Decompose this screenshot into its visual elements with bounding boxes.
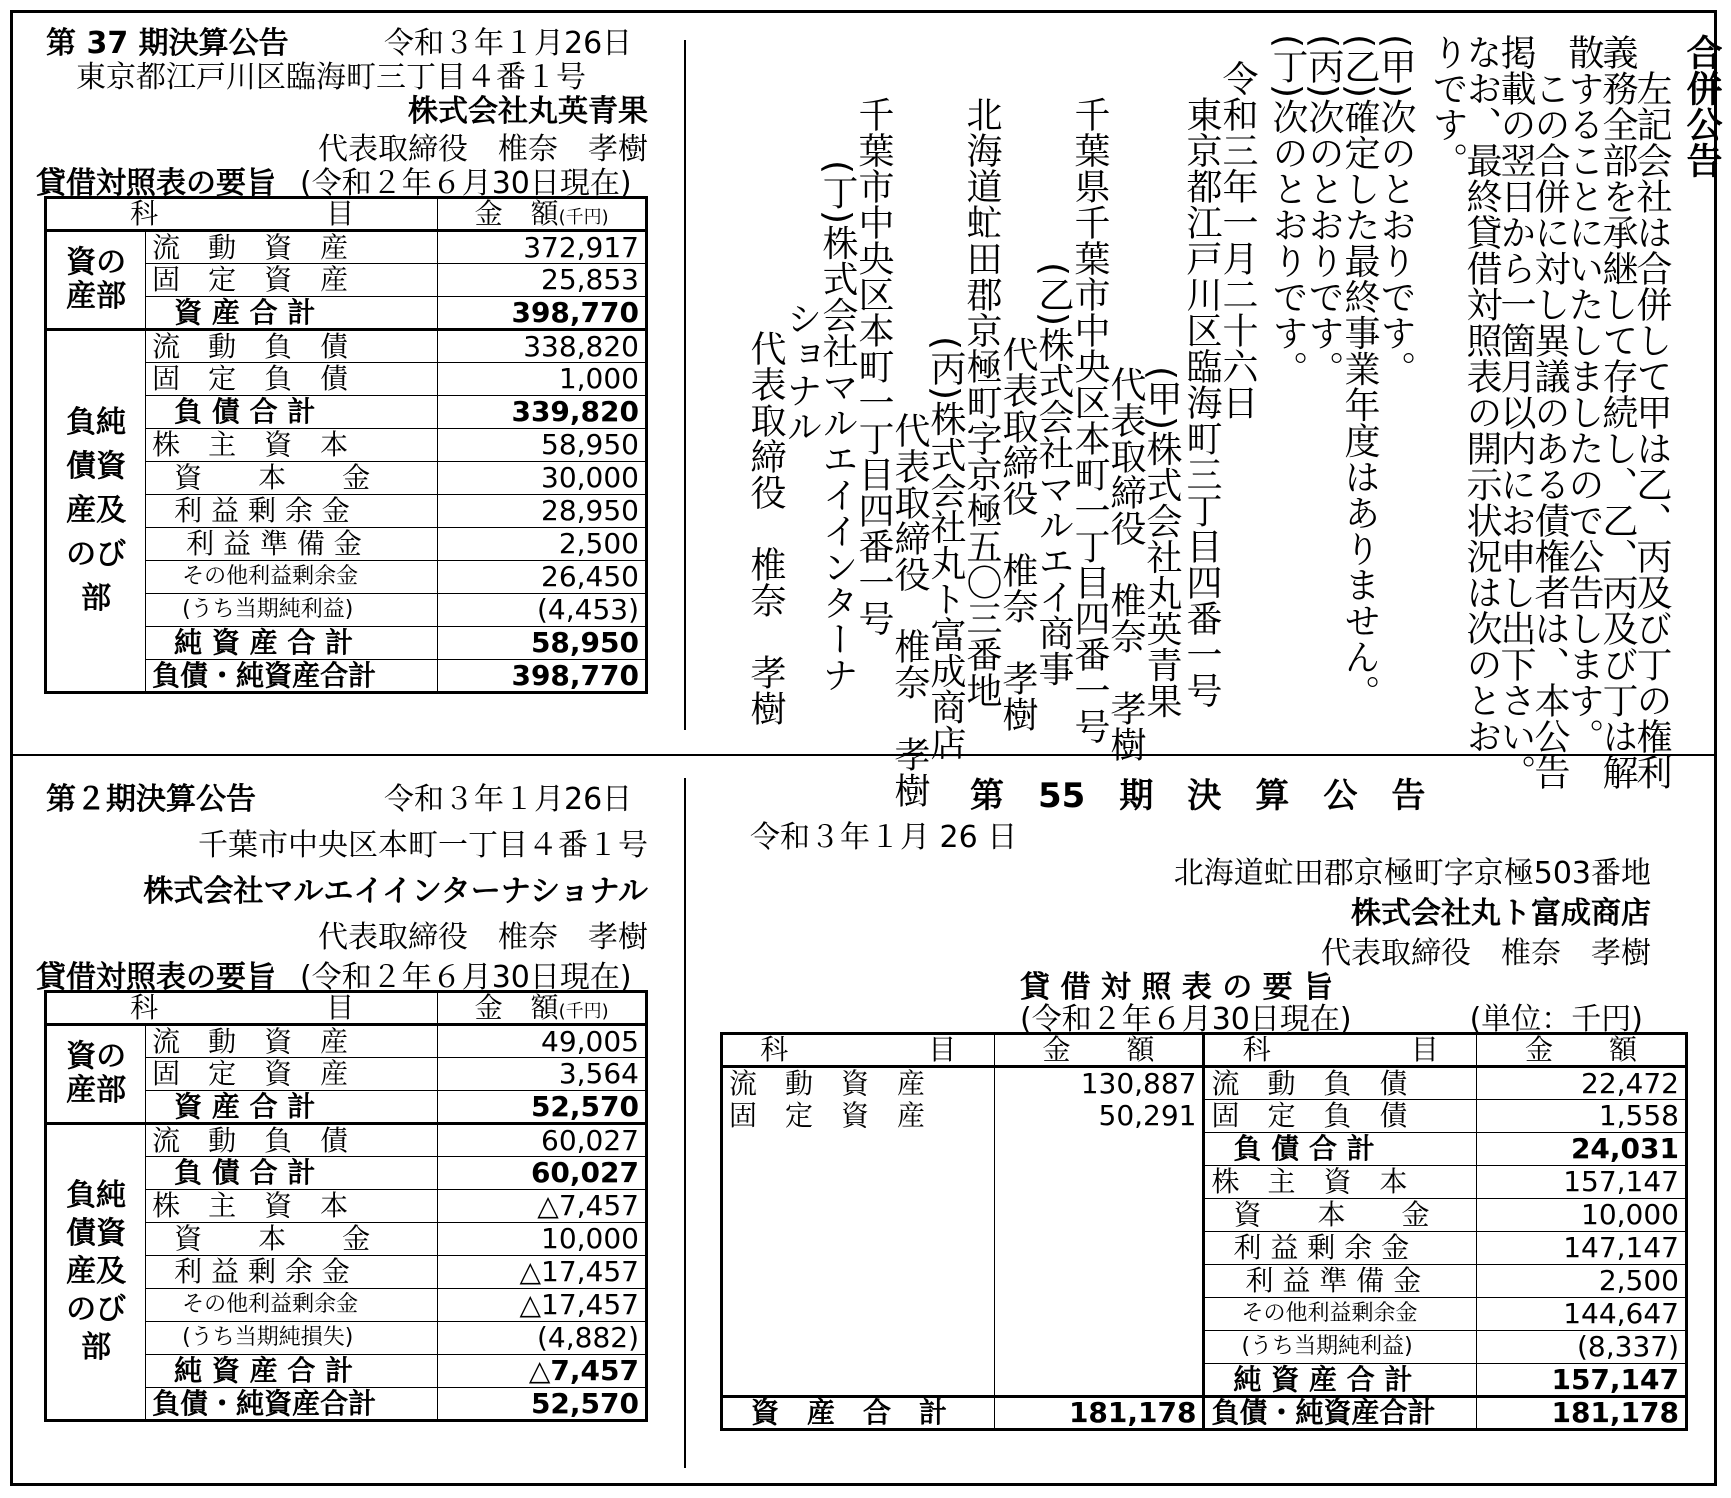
merger-line: なお、最終貸借対照表の開示状況は次のとお: [1461, 34, 1502, 754]
header-amount: 金 額(千円): [438, 198, 647, 231]
merger-line: (甲)次のとおりです。: [1375, 34, 1416, 387]
row-label: 流 動 負 債: [146, 330, 438, 363]
row-label: (うち当期純利益): [1204, 1331, 1477, 1364]
row-label: 固 定 負 債: [146, 363, 438, 396]
row-label: 流 動 資 産: [146, 231, 438, 264]
row-label: 固 定 資 産: [722, 1100, 995, 1133]
bs-date: (令和２年６月30日現在): [300, 166, 632, 201]
row-label: その他利益剰余金: [1204, 1298, 1477, 1331]
merger-line: 北海道虻田郡京極町字京極五〇三番地: [961, 96, 1002, 708]
row-value: (4,882): [438, 1322, 647, 1355]
row-label: 負債・純資産合計: [1204, 1397, 1477, 1430]
row-value: 10,000: [1477, 1199, 1687, 1232]
row-value: 3,564: [438, 1058, 647, 1091]
merger-line: この合併に対し異議のある債権者は、本公告: [1529, 34, 1570, 790]
row-value: 157,147: [1477, 1364, 1687, 1397]
merger-line: (乙)確定した最終事業年度はありません。: [1339, 34, 1380, 711]
header-item: 科 目: [46, 992, 438, 1025]
row-value: 181,178: [1477, 1397, 1687, 1430]
row-value: △7,457: [438, 1190, 647, 1223]
row-label: その他利益剰余金: [146, 1289, 438, 1322]
merger-line: (丙)次のとおりです。: [1303, 34, 1344, 387]
merger-title: 合併公告: [1681, 34, 1722, 178]
row-label: 固 定 負 債: [1204, 1100, 1477, 1133]
horizontal-divider: [10, 754, 1717, 756]
row-value: 24,031: [1477, 1133, 1687, 1166]
merger-line: (甲)株式会社丸英青果: [1141, 330, 1182, 719]
row-value: 1,558: [1477, 1100, 1687, 1133]
category-liabilities-equity: 負純債資産及のび部: [46, 1124, 146, 1421]
row-value: 398,770: [438, 660, 647, 693]
row-label: 固 定 資 産: [146, 1058, 438, 1091]
merger-line: 代表取締役 椎奈 孝樹: [745, 330, 786, 726]
header-amount: 金 額: [1477, 1034, 1687, 1067]
vertical-divider-top: [684, 40, 686, 730]
header-amount: 金 額: [994, 1034, 1204, 1067]
row-value: 157,147: [1477, 1166, 1687, 1199]
balance-sheet-table: [44, 990, 648, 1422]
row-value: 2,500: [1477, 1265, 1687, 1298]
merger-line: (丁)次のとおりです。: [1267, 34, 1308, 387]
row-value: 398,770: [438, 297, 647, 330]
notice-date: 令和３年１月26日: [384, 782, 633, 817]
row-label: 純 資 産 合 計: [1204, 1364, 1477, 1397]
row-label: (うち当期純損失): [146, 1322, 438, 1355]
category-assets: 資の産部: [46, 231, 146, 330]
row-label: 株 主 資 本: [1204, 1166, 1477, 1199]
bs-title: 貸借対照表の要旨: [36, 166, 276, 201]
row-value: 58,950: [438, 627, 647, 660]
row-value: 2,500: [438, 528, 647, 561]
row-value: (4,453): [438, 594, 647, 627]
row-value: 10,000: [438, 1223, 647, 1256]
bs-title: 貸借対照表の要旨: [36, 960, 276, 995]
company-name: 株式会社丸英青果: [408, 94, 648, 129]
row-label: 純 資 産 合 計: [146, 1355, 438, 1388]
header-item: 科 目: [46, 198, 438, 231]
row-label: (うち当期純利益): [146, 594, 438, 627]
row-label: 利 益 剰 余 金: [1204, 1232, 1477, 1265]
row-value: 339,820: [438, 396, 647, 429]
company-address: 東京都江戸川区臨海町三丁目４番１号: [76, 60, 586, 95]
merger-line: (丙)株式会社丸ト富成商店: [925, 300, 966, 761]
header-amount: 金 額(千円): [438, 992, 647, 1025]
merger-line: 散することにいたしましたので公告します。: [1563, 34, 1604, 754]
row-label: 負 債 合 計: [146, 1157, 438, 1190]
merger-line: 千葉県千葉市中央区本町一丁目四番一号: [1069, 96, 1110, 744]
row-value: 1,000: [438, 363, 647, 396]
row-value: 30,000: [438, 462, 647, 495]
balance-sheet-table: [44, 196, 648, 694]
row-label: 利 益 剰 余 金: [146, 495, 438, 528]
row-label: その他利益剰余金: [146, 561, 438, 594]
row-label: 流 動 資 産: [722, 1067, 995, 1100]
row-label: 負債・純資産合計: [146, 660, 438, 693]
merger-line: (丁)株式会社マルエイインターナ: [817, 160, 858, 693]
row-label: 負 債 合 計: [1204, 1133, 1477, 1166]
bs-date: (令和２年６月30日現在): [1020, 1002, 1352, 1037]
merger-line: 代表取締役 椎奈 孝樹: [997, 300, 1038, 732]
row-value: 60,027: [438, 1124, 647, 1157]
row-label: 利 益 準 備 金: [1204, 1265, 1477, 1298]
row-value: 338,820: [438, 330, 647, 363]
representative: 代表取締役 椎奈 孝樹: [318, 920, 648, 955]
empty-cell: [994, 1133, 1204, 1397]
row-value: 130,887: [994, 1067, 1204, 1100]
representative: 代表取締役 椎奈 孝樹: [1321, 936, 1651, 971]
row-label: 株 主 資 本: [146, 429, 438, 462]
notice-date: 令和３年１月 26 日: [750, 820, 1018, 855]
row-label: 流 動 負 債: [146, 1124, 438, 1157]
row-label: 資 本 金: [146, 462, 438, 495]
vertical-divider-bottom: [684, 778, 686, 1468]
row-value: △17,457: [438, 1256, 647, 1289]
row-value: 144,647: [1477, 1298, 1687, 1331]
row-value: △17,457: [438, 1289, 647, 1322]
merger-line: 掲載の翌日から一箇月以内にお申し出下さい。: [1495, 34, 1536, 790]
representative: 代表取締役 椎奈 孝樹: [318, 132, 648, 167]
merger-date: 令和三年一月二十六日: [1217, 60, 1258, 420]
header-item: 科 目: [722, 1034, 995, 1067]
row-value: △7,457: [438, 1355, 647, 1388]
unit-label: (単位：千円): [1469, 1002, 1643, 1037]
row-value: 25,853: [438, 264, 647, 297]
row-value: 372,917: [438, 231, 647, 264]
row-label: 負債・純資産合計: [146, 1388, 438, 1421]
company-address: 千葉市中央区本町一丁目４番１号: [198, 828, 648, 863]
merger-line: 代表取締役 椎奈 孝樹: [1105, 330, 1146, 762]
row-label: 負 債 合 計: [146, 396, 438, 429]
empty-cell: [722, 1133, 995, 1397]
notice-heading: 第２期決算公告: [46, 782, 256, 817]
row-value: 22,472: [1477, 1067, 1687, 1100]
balance-sheet-table: [720, 1032, 1688, 1431]
row-value: 28,950: [438, 495, 647, 528]
row-label: 利 益 準 備 金: [146, 528, 438, 561]
bs-date: (令和２年６月30日現在): [300, 960, 632, 995]
row-value: 49,005: [438, 1025, 647, 1058]
row-value: 60,027: [438, 1157, 647, 1190]
row-label: 株 主 資 本: [146, 1190, 438, 1223]
row-label: 資 産 合 計: [722, 1397, 995, 1430]
row-value: 181,178: [994, 1397, 1204, 1430]
notice-heading: 第 55 期 決 算 公 告: [970, 776, 1426, 816]
bs-title: 貸 借 対 照 表 の 要 旨: [1020, 970, 1334, 1005]
row-label: 資 本 金: [146, 1223, 438, 1256]
merger-line: 代表取締役 椎奈 孝樹: [889, 376, 930, 808]
row-label: 流 動 負 債: [1204, 1067, 1477, 1100]
merger-line: (乙)株式会社マルエイ商事: [1033, 226, 1074, 687]
row-value: 147,147: [1477, 1232, 1687, 1265]
row-label: 固 定 資 産: [146, 264, 438, 297]
row-label: 資 本 金: [1204, 1199, 1477, 1232]
row-value: 52,570: [438, 1091, 647, 1124]
row-label: 流 動 資 産: [146, 1025, 438, 1058]
company-name: 株式会社丸ト富成商店: [1351, 896, 1651, 931]
header-item: 科 目: [1204, 1034, 1477, 1067]
company-address: 北海道虻田郡京極町字京極503番地: [1173, 856, 1651, 891]
row-value: 58,950: [438, 429, 647, 462]
merger-line: 千葉市中央区本町一丁目四番一号: [853, 96, 894, 636]
row-value: (8,337): [1477, 1331, 1687, 1364]
merger-line: ショナル: [781, 300, 822, 444]
row-value: 26,450: [438, 561, 647, 594]
category-liabilities-equity: 負純債資産及のび部: [46, 330, 146, 693]
row-label: 資 産 合 計: [146, 297, 438, 330]
row-label: 利 益 剰 余 金: [146, 1256, 438, 1289]
notice-heading: 第 37 期決算公告: [46, 26, 289, 61]
notice-date: 令和３年１月26日: [384, 26, 633, 61]
row-value: 52,570: [438, 1388, 647, 1421]
merger-line: りです。: [1427, 34, 1468, 178]
row-label: 純 資 産 合 計: [146, 627, 438, 660]
merger-line: 左記会社は合併して甲は乙、丙及び丁の権利: [1631, 34, 1672, 790]
merger-line: 東京都江戸川区臨海町三丁目四番一号: [1181, 96, 1222, 708]
row-label: 資 産 合 計: [146, 1091, 438, 1124]
category-assets: 資の産部: [46, 1025, 146, 1124]
merger-line: 義務全部を承継して存続し、乙、丙及び丁は解: [1597, 34, 1638, 790]
row-value: 50,291: [994, 1100, 1204, 1133]
company-name: 株式会社マルエイインターナショナル: [143, 874, 648, 909]
